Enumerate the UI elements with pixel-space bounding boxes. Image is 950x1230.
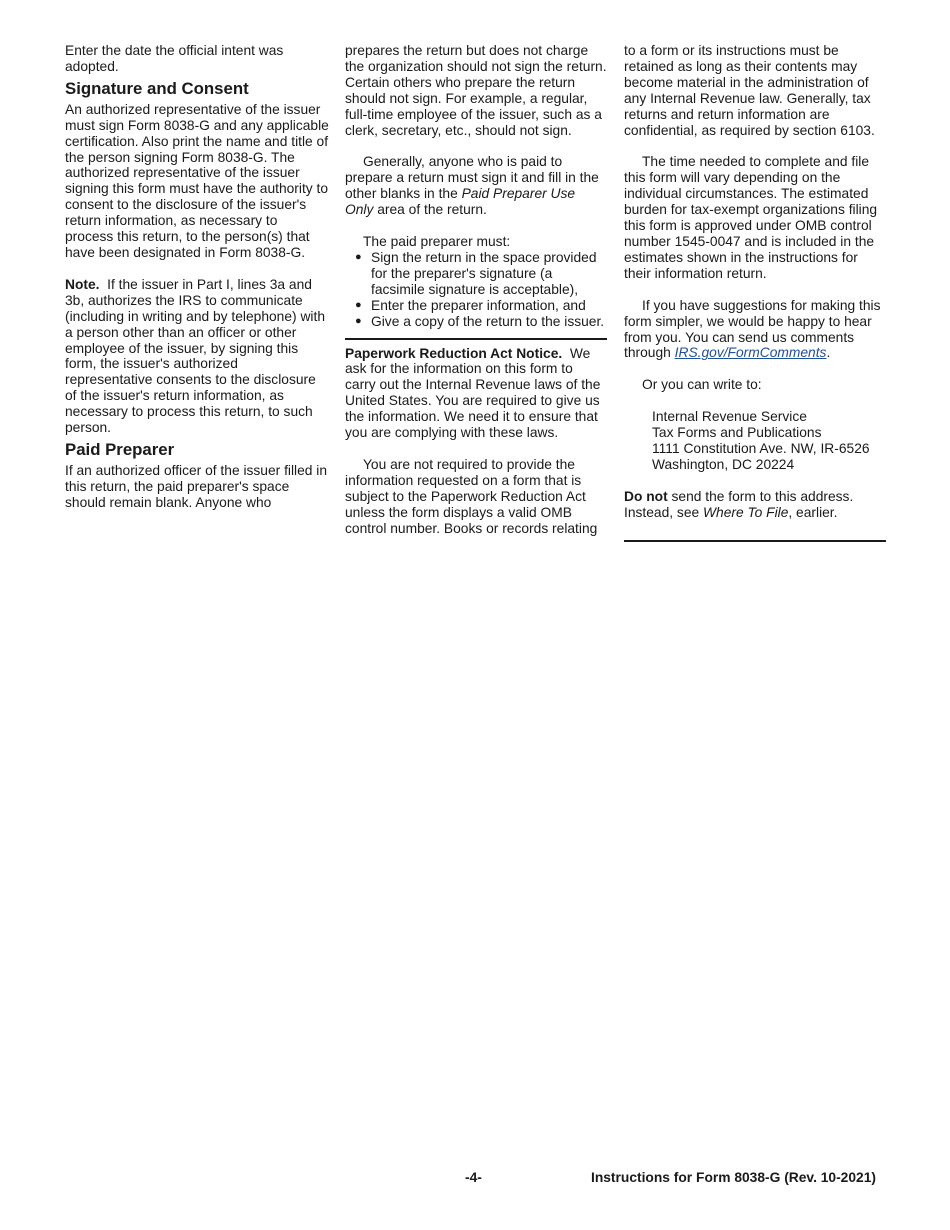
preparer-requirements-list	[345, 250, 607, 330]
bullet-icon: ●	[355, 250, 362, 263]
note-paragraph	[65, 277, 329, 436]
time-needed-paragraph: The time needed to complete and file this form will vary depending on the individual circumstances. The estimated burden for tax-exempt organizations filing this form is approved under OMB control number 1545-0047 and is included in the estimates shown in the instructions for their information return.	[624, 154, 878, 281]
do-not-label: Do not	[624, 488, 668, 504]
form-comments-link[interactable]: IRS.gov/FormComments	[674, 345, 827, 361]
generally-text-after: area of the return.	[377, 202, 487, 218]
bullet-icon: ●	[355, 314, 362, 327]
column-middle	[345, 43, 607, 536]
preparer-continued-paragraph: prepares the return but does not charge the organization should not sign the return. Certain others who prepare the return should not sign. For example, a regular, full-time employee of the issuer, such as a clerk, secretary, etc., should not sign.	[345, 43, 607, 138]
section-divider	[345, 338, 607, 340]
column-left	[65, 43, 329, 511]
not-required-paragraph: You are not required to provide the information requested on a form that is subject to the Paperwork Reduction Act unless the form displays a valid OMB control number. Books or records relating	[345, 456, 598, 536]
paid-preparer-use-only-term: Paid Preparer Use Only	[345, 186, 576, 218]
heading-signature-consent: Signature and Consent	[65, 78, 249, 98]
do-not-text-end: , earlier.	[788, 504, 838, 520]
list-item-text: Sign the return in the space provided for the preparer's signature (a facsimile signature is acceptable),	[371, 249, 597, 297]
official-intent-text: Enter the date the official intent was adopted.	[65, 43, 284, 74]
list-item-text: Enter the preparer information, and	[371, 297, 586, 313]
do-not-text: send the form to this address. Instead, see	[624, 488, 854, 520]
bullet-icon: ●	[355, 298, 362, 311]
suggestions-text: If you have suggestions for making this form simpler, we would be happy to hear from you. You can send us comments through	[624, 297, 881, 361]
address-line: 1111 Constitution Ave. NW, IR-6526	[652, 441, 870, 457]
where-to-file-term: Where To File	[703, 504, 789, 520]
write-to-text: Or you can write to:	[642, 377, 762, 393]
generally-text-before: Generally, anyone who is paid to prepare a return must sign it and fill in the other blanks in the	[345, 154, 599, 202]
note-label: Note.	[65, 276, 100, 292]
heading-paid-preparer: Paid Preparer	[65, 439, 175, 459]
page-number: -4-	[465, 1170, 482, 1185]
signature-paragraph: An authorized representative of the issuer must sign Form 8038-G and any applicable certification. Also print the name and title of the person signing Form 8038-G. The authorized representative of the issuer signing this form must have the authority to consent to the disclosure of the issuer's return information, as necessary to process this return, to the person(s) that have been designated in Form 8038-G.	[65, 101, 329, 260]
suggestions-period: .	[826, 345, 831, 361]
do-not-send-paragraph	[624, 489, 886, 521]
paperwork-reduction-paragraph	[345, 346, 607, 441]
paid-preparer-must-intro: The paid preparer must:	[363, 234, 511, 250]
paperwork-reduction-label: Paperwork Reduction Act Notice.	[345, 345, 563, 361]
end-divider	[624, 540, 886, 542]
suggestions-paragraph	[624, 298, 886, 362]
list-item	[345, 314, 607, 330]
form-title-footer: Instructions for Form 8038-G (Rev. 10-2021)	[591, 1170, 876, 1185]
list-item	[345, 298, 607, 314]
paperwork-reduction-text: We ask for the information on this form to carry out the Internal Revenue laws of the United States. You are required to give us the information. We need it to ensure that you are complying with these laws.	[345, 345, 601, 441]
preparer-paragraph: If an authorized officer of the issuer filled in this return, the paid preparer's space should remain blank. Anyone who	[65, 462, 328, 510]
generally-paragraph	[345, 154, 607, 218]
address-line: Tax Forms and Publications	[652, 425, 822, 441]
address-line: Internal Revenue Service	[652, 409, 807, 425]
note-text: If the issuer in Part I, lines 3a and 3b, authorizes the IRS to communicate (including in writing and by telephone) with a person other than an officer or other employee of the issuer, by signing this form, the issuer's authorized representative consents to the disclosure of the issuer's return information, as necessary to process this return, to such person.	[65, 276, 325, 436]
records-continued-paragraph: to a form or its instructions must be retained as long as their contents may become material in the administration of any Internal Revenue law. Generally, tax returns and return information are confidential, as required by section 6103.	[624, 43, 875, 138]
list-item	[345, 250, 607, 298]
address-line: Washington, DC 20224	[652, 456, 795, 472]
mailing-address	[624, 409, 886, 473]
column-right	[624, 43, 886, 542]
list-item-text: Give a copy of the return to the issuer.	[371, 313, 605, 329]
